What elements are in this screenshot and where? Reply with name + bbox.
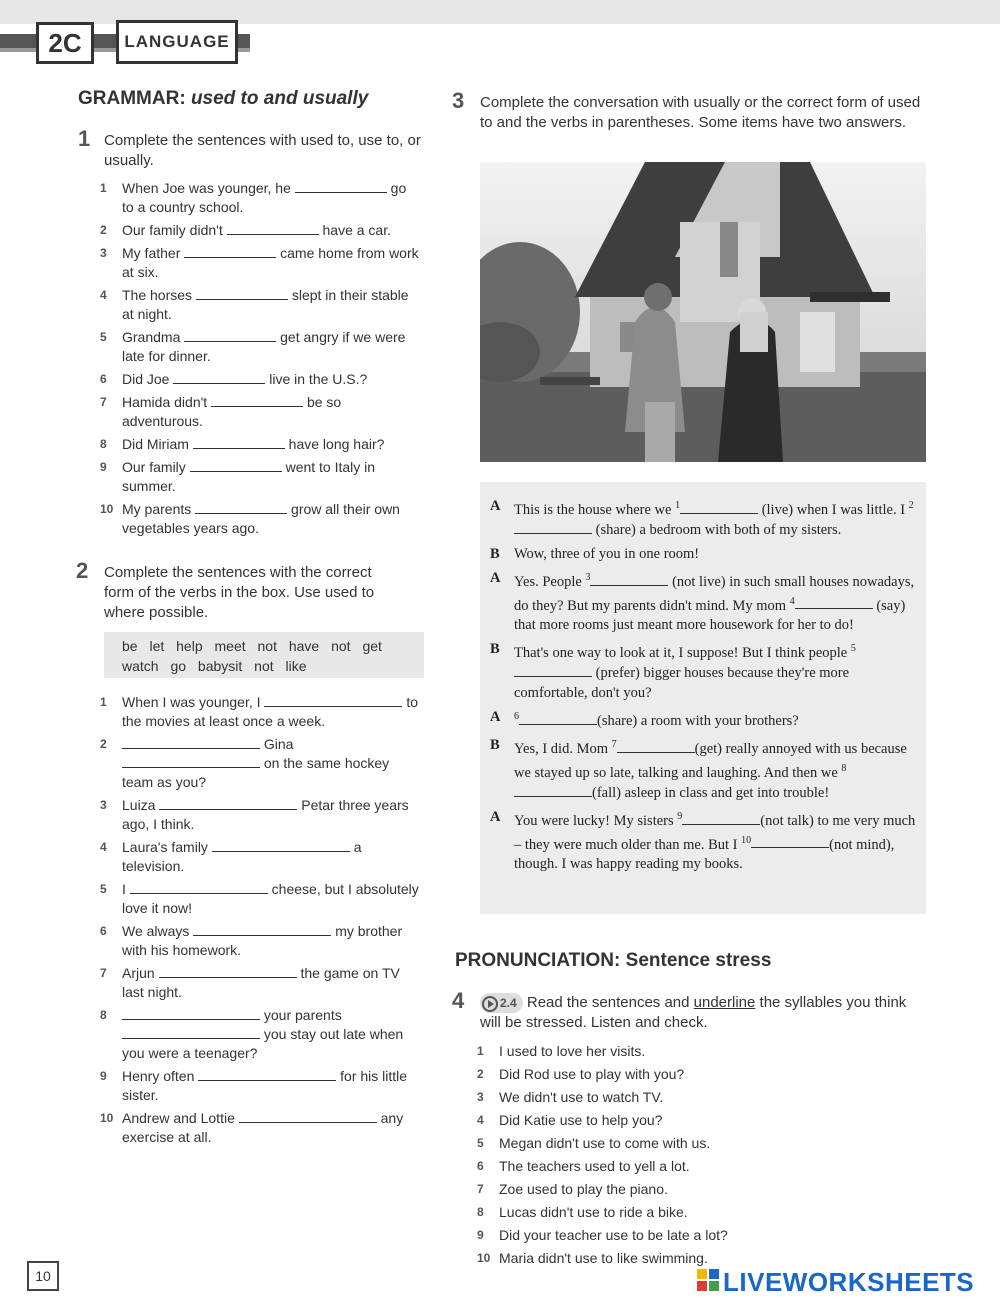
ex2-item xyxy=(100,735,420,792)
item-text-after: went to Italy in summer. xyxy=(122,459,376,494)
ex1-item xyxy=(100,328,420,366)
item-text-before: Hamida didn't xyxy=(122,394,208,410)
dialog-turn xyxy=(490,496,916,540)
audio-track-number: 2.4 xyxy=(500,996,517,1010)
item-number: 7 xyxy=(477,1182,484,1196)
item-text-after: on the same hockey team as you? xyxy=(122,755,390,790)
item-text-before: Andrew and Lottie xyxy=(122,1110,235,1126)
answer-blank[interactable] xyxy=(196,287,288,300)
item-number: 10 xyxy=(100,1111,114,1125)
answer-blank[interactable] xyxy=(130,881,268,894)
liveworksheets-logo-text: LIVEWORKSHEETS xyxy=(723,1266,975,1297)
speaker-label: B xyxy=(490,737,500,754)
dialog-text: (get) really annoyed with us because we stayed up so late, talking and laughing. And then we xyxy=(514,740,907,781)
answer-blank[interactable] xyxy=(680,501,758,514)
dialog-text: (share) a room with your brothers? xyxy=(597,713,799,730)
answer-blank[interactable] xyxy=(159,797,297,810)
ex4-item xyxy=(477,1111,917,1130)
answer-blank[interactable] xyxy=(184,245,276,258)
answer-blank[interactable] xyxy=(211,394,303,407)
item-text-after: any exercise at all. xyxy=(122,1110,404,1145)
answer-blank[interactable] xyxy=(122,1007,260,1020)
dialog-text: (live) when I was little. I xyxy=(758,501,909,518)
item-text-after: be so adventurous. xyxy=(122,394,342,429)
answer-blank[interactable] xyxy=(159,965,297,978)
house-photo xyxy=(480,162,926,462)
item-text-before: When Joe was younger, he xyxy=(122,180,291,196)
dialog-text: Yes, I did. Mom xyxy=(514,740,612,757)
item-text-after: get angry if we were late for dinner. xyxy=(122,329,406,364)
dialog-text: (say) that more rooms just meant more housework for her to do! xyxy=(514,597,906,634)
item-text-after: cheese, but I absolutely love it now! xyxy=(122,881,419,916)
item-text[interactable]: Did your teacher use to be late a lot? xyxy=(499,1227,728,1243)
ex2-item xyxy=(100,1006,420,1063)
item-number: 6 xyxy=(100,372,107,386)
answer-blank[interactable] xyxy=(195,501,287,514)
answer-blank[interactable] xyxy=(617,740,695,753)
pronunciation-title-bold: PRONUNCIATION: xyxy=(455,950,621,971)
item-text[interactable]: I used to love her visits. xyxy=(499,1043,646,1059)
word-box xyxy=(104,632,424,678)
ex1-item xyxy=(100,500,420,538)
blank-number: 4 xyxy=(789,595,795,607)
item-number: 8 xyxy=(100,1008,107,1022)
answer-blank[interactable] xyxy=(212,839,350,852)
item-text-after: have a car. xyxy=(322,222,391,238)
item-text-before: When I was younger, I xyxy=(122,694,261,710)
blank-number: 6 xyxy=(514,711,519,723)
ex2-item xyxy=(100,964,420,1002)
item-text-before: We always xyxy=(122,923,190,939)
dialog-text: That's one way to look at it, I suppose! But I think people xyxy=(514,645,851,662)
item-text-after: go to a country school. xyxy=(122,180,407,215)
word-box-line-2: watch go babysit not like xyxy=(122,658,307,674)
ex2-item xyxy=(100,693,420,731)
ex1-item xyxy=(100,179,420,217)
answer-blank[interactable] xyxy=(227,222,319,235)
liveworksheets-logo[interactable] xyxy=(697,1266,974,1298)
ex2-item xyxy=(100,838,420,876)
blank-number: 5 xyxy=(850,643,856,655)
item-text-before: Did Miriam xyxy=(122,436,189,452)
ex3-instruction: Complete the conversation with usually or the correct form of used to and the verbs in parentheses. Some items have two answers. xyxy=(480,94,921,131)
dialog-text: (share) a bedroom with both of my sisters. xyxy=(592,521,842,538)
item-text-after: for his little sister. xyxy=(122,1068,408,1103)
answer-blank[interactable] xyxy=(173,371,265,384)
item-number: 2 xyxy=(100,737,107,751)
ex4-instruction-b: the syllables you think will be stressed. Listen and check. xyxy=(480,994,907,1031)
ex1-list xyxy=(100,179,420,542)
item-number: 5 xyxy=(100,330,107,344)
ex2-item xyxy=(100,1109,420,1147)
speaker-label: A xyxy=(490,569,501,586)
item-text-after: you stay out late when you were a teenager? xyxy=(122,1026,404,1061)
answer-blank[interactable] xyxy=(264,694,402,707)
ex4-item xyxy=(477,1134,917,1153)
grammar-title xyxy=(78,88,368,110)
item-text-after: the game on TV last night. xyxy=(122,965,400,1000)
item-number: 7 xyxy=(100,395,107,409)
item-number: 10 xyxy=(100,502,114,516)
item-text-after: came home from work at six. xyxy=(122,245,419,280)
ex4-item xyxy=(477,1065,917,1084)
dialog-text: (fall) asleep in class and get into trouble! xyxy=(592,784,830,801)
ex1-item xyxy=(100,221,420,240)
ex4-list xyxy=(477,1042,917,1272)
word-box-line-1: be let help meet not have not get xyxy=(122,638,382,654)
item-text-before: Did Joe xyxy=(122,371,170,387)
dialog-text: This is the house where we xyxy=(514,501,676,518)
blank-number: 3 xyxy=(585,571,591,583)
dialog-text: (prefer) bigger houses because they're more comfortable, don't you? xyxy=(514,665,850,702)
ex2-list xyxy=(100,693,420,1151)
item-text-after: a television. xyxy=(122,839,362,874)
item-text-after: slept in their stable at night. xyxy=(122,287,409,322)
ex4-instruction xyxy=(480,993,920,1033)
speaker-label: B xyxy=(490,545,500,562)
ex1-item xyxy=(100,458,420,496)
item-text[interactable]: We didn't use to watch TV. xyxy=(499,1089,664,1105)
item-number: 4 xyxy=(100,288,107,302)
ex4-instruction-underline: underline xyxy=(693,994,756,1011)
dialog-text: (not mind), though. I was happy reading my books. xyxy=(514,836,895,873)
answer-blank[interactable] xyxy=(122,736,260,749)
item-number: 4 xyxy=(100,840,107,854)
ex4-item xyxy=(477,1203,917,1222)
blank-number: 7 xyxy=(611,739,617,751)
answer-blank[interactable] xyxy=(682,812,760,825)
ex1-item xyxy=(100,393,420,431)
item-number: 3 xyxy=(100,246,107,260)
item-text[interactable]: Lucas didn't use to ride a bike. xyxy=(499,1204,688,1220)
blank-number: 8 xyxy=(841,762,847,774)
grammar-title-rest-text: used to and usually xyxy=(190,88,369,109)
item-text-before: Our family didn't xyxy=(122,222,223,238)
item-text-after: Petar three years ago, I think. xyxy=(122,797,409,832)
house-photo-svg xyxy=(480,162,926,462)
dialog-turn xyxy=(490,568,916,636)
item-text-after: to the movies at least once a week. xyxy=(122,694,418,729)
liveworksheets-logo-icon xyxy=(697,1269,721,1295)
ex1-item xyxy=(100,286,420,324)
speaker-label: A xyxy=(490,498,501,514)
pronunciation-title-rest: Sentence stress xyxy=(625,950,772,971)
ex4-item xyxy=(477,1088,917,1107)
item-number: 9 xyxy=(100,1069,107,1083)
item-text[interactable]: Maria didn't use to like swimming. xyxy=(499,1250,708,1266)
dialog-text: (not live) in such small houses nowadays, do they? But my parents didn't mind. My mom xyxy=(514,573,915,614)
answer-blank[interactable] xyxy=(514,521,592,534)
item-number: 7 xyxy=(100,966,107,980)
ex1-item xyxy=(100,370,420,389)
ex4-item xyxy=(477,1226,917,1245)
item-number: 5 xyxy=(477,1136,484,1150)
item-text-before: The horses xyxy=(122,287,193,303)
ex1-number: 1 xyxy=(78,126,91,151)
ex1-item xyxy=(100,435,420,454)
item-number: 10 xyxy=(477,1251,491,1265)
dialog-turn xyxy=(490,735,916,803)
item-text[interactable]: Zoe used to play the piano. xyxy=(499,1181,668,1197)
unit-label: 2C xyxy=(36,22,94,64)
conversation-box xyxy=(480,482,926,914)
item-number: 1 xyxy=(477,1044,484,1058)
answer-blank[interactable] xyxy=(122,1026,260,1039)
item-number: 9 xyxy=(100,460,107,474)
ex2-item xyxy=(100,922,420,960)
item-text[interactable]: Did Katie use to help you? xyxy=(499,1112,663,1128)
answer-blank[interactable] xyxy=(193,923,331,936)
section-label: LANGUAGE xyxy=(116,20,238,64)
ex2-number: 2 xyxy=(76,558,89,583)
speaker-label: B xyxy=(490,641,500,658)
ex1-item xyxy=(100,244,420,282)
blank-number: 10 xyxy=(741,834,752,846)
blank-number: 9 xyxy=(677,810,683,822)
answer-blank[interactable] xyxy=(295,180,387,193)
ex2-instruction: Complete the sentences with the correct form of the verbs in the box. Use used to where possible. xyxy=(104,564,375,621)
ex4-number: 4 xyxy=(452,988,465,1013)
dialog-turn xyxy=(490,639,916,703)
item-number: 1 xyxy=(100,695,107,709)
item-text-mid: your parents xyxy=(263,1007,342,1023)
item-number: 3 xyxy=(100,798,107,812)
grammar-title-bold: GRAMMAR: xyxy=(78,88,186,109)
blank-number: 1 xyxy=(675,500,681,511)
item-text-before: Grandma xyxy=(122,329,181,345)
play-icon[interactable] xyxy=(482,996,498,1012)
dialog-text: Wow, three of you in one room! xyxy=(514,545,700,562)
answer-blank[interactable] xyxy=(795,596,873,609)
item-number: 9 xyxy=(477,1228,484,1242)
ex4-item xyxy=(477,1180,917,1199)
item-text-before: My parents xyxy=(122,501,192,517)
grammar-title-rest xyxy=(191,88,368,109)
item-number: 4 xyxy=(477,1113,484,1127)
page-number: 10 xyxy=(27,1261,59,1291)
ex3-number: 3 xyxy=(452,88,465,113)
item-text-after: live in the U.S.? xyxy=(269,371,368,387)
ex1-instruction: Complete the sentences with used to, use to, or usually. xyxy=(104,132,421,169)
item-number: 5 xyxy=(100,882,107,896)
item-number: 3 xyxy=(477,1090,484,1104)
answer-blank[interactable] xyxy=(198,1068,336,1081)
answer-blank[interactable] xyxy=(514,664,592,677)
item-number: 2 xyxy=(100,223,107,237)
item-text-after: my brother with his homework. xyxy=(122,923,403,958)
ex4-instruction-a: Read the sentences and xyxy=(526,994,694,1011)
item-text-before: Laura's family xyxy=(122,839,208,855)
dialog-turn xyxy=(490,544,916,564)
item-number: 8 xyxy=(100,437,107,451)
item-number: 6 xyxy=(477,1159,484,1173)
ex2-item xyxy=(100,1067,420,1105)
item-text-after: grow all their own vegetables years ago. xyxy=(122,501,400,536)
item-text[interactable]: Megan didn't use to come with us. xyxy=(499,1135,711,1151)
answer-blank[interactable] xyxy=(184,329,276,342)
dialog-text: (not talk) to me very much – they were much older than me. But I xyxy=(514,812,916,853)
ex2-item xyxy=(100,880,420,918)
dialog-text: You were lucky! My sisters xyxy=(514,812,678,829)
item-number: 8 xyxy=(477,1205,484,1219)
ex4-item xyxy=(477,1042,917,1061)
dialog-text: Yes. People xyxy=(514,573,586,590)
answer-blank[interactable] xyxy=(193,436,285,449)
speaker-label: A xyxy=(490,709,501,726)
ex4-item xyxy=(477,1157,917,1176)
answer-blank[interactable] xyxy=(519,712,597,725)
audio-track[interactable] xyxy=(480,993,523,1013)
item-text-before: Our family xyxy=(122,459,186,475)
item-text-before: I xyxy=(122,881,126,897)
answer-blank[interactable] xyxy=(190,459,282,472)
dialog-turn xyxy=(490,707,916,731)
item-text-mid: Gina xyxy=(263,736,294,752)
item-text-before: My father xyxy=(122,245,181,261)
item-text[interactable]: The teachers used to yell a lot. xyxy=(499,1158,690,1174)
item-text-before: Luiza xyxy=(122,797,156,813)
pronunciation-title xyxy=(455,950,771,972)
answer-blank[interactable] xyxy=(239,1110,377,1123)
item-number: 6 xyxy=(100,924,107,938)
answer-blank[interactable] xyxy=(751,835,829,848)
answer-blank[interactable] xyxy=(590,573,668,586)
ex2-item xyxy=(100,796,420,834)
speaker-label: A xyxy=(490,808,501,825)
answer-blank[interactable] xyxy=(122,755,260,768)
item-text-before: Arjun xyxy=(122,965,155,981)
item-number: 1 xyxy=(100,181,107,195)
answer-blank[interactable] xyxy=(514,784,592,797)
item-text[interactable]: Did Rod use to play with you? xyxy=(499,1066,685,1082)
item-number: 2 xyxy=(477,1067,484,1081)
item-text-before: Henry often xyxy=(122,1068,195,1084)
item-text-after: have long hair? xyxy=(288,436,385,452)
dialog-turn xyxy=(490,807,916,875)
blank-number: 2 xyxy=(908,500,914,511)
